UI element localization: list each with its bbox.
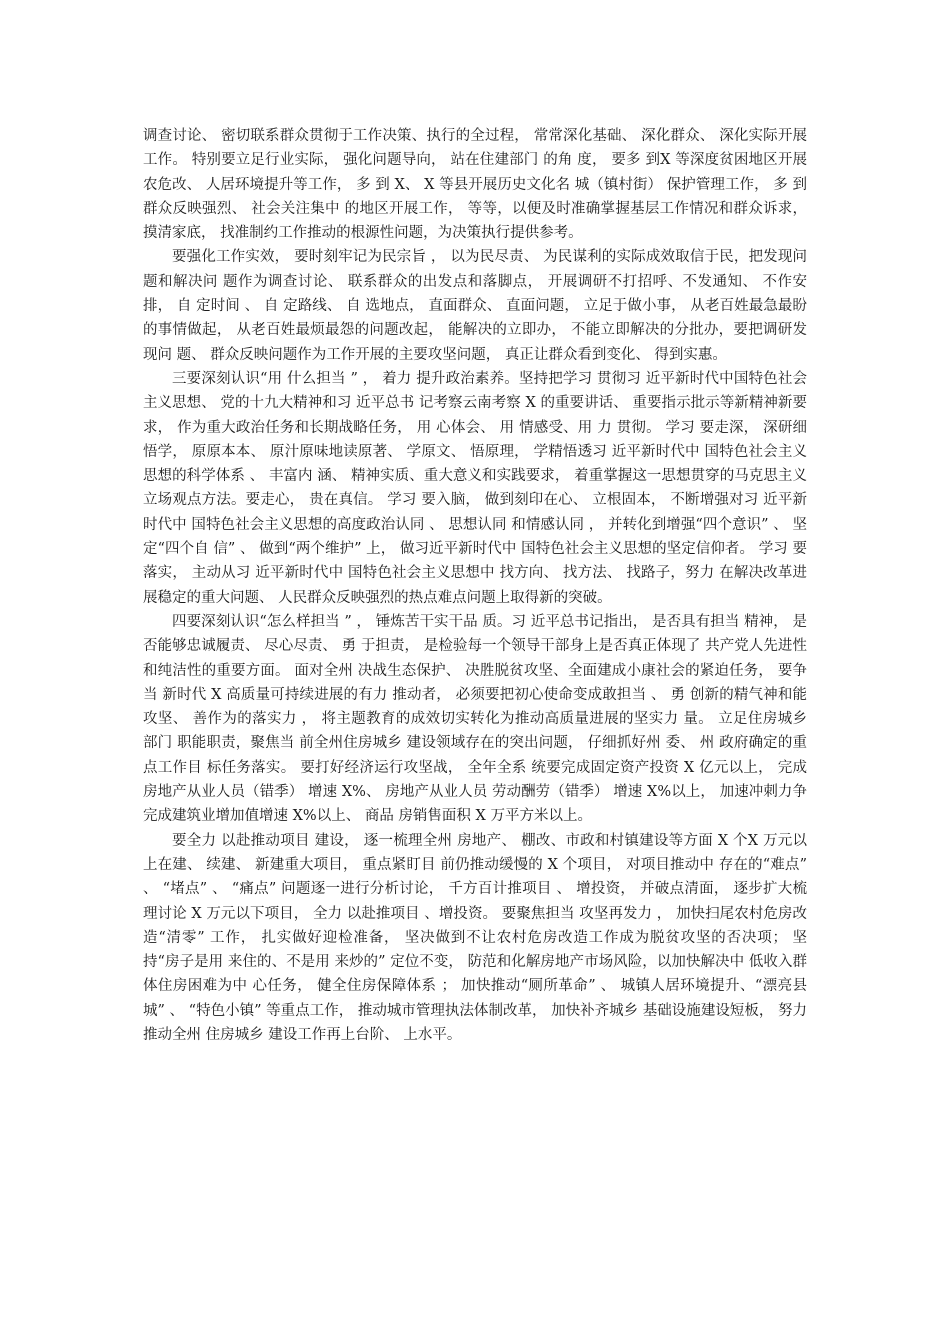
paragraph-5: 要全力 以赴推动项目 建设， 逐一梳理全州 房地产、 棚改、市政和村镇建设等方面 X 个X 万元以上在建、 续建、 新建重大项目， 重点紧盯目 前仍推动缓慢的 X 个项目， 对项目推动中 存在的“难点” 、 “堵点” 、 “痛点” 问题逐一进行分析讨论， 千方百计推项目 、 增投资， 并破点清面， 逐步扩大梳理讨论 X 万元以下项目， 全力 以赴推项目 、增投资。 要聚焦担当 攻坚再发力 ， 加快扫尾农村危房改造“清零” 工作， 扎实做好迎检准备， 坚决做到不让农村危房改造工作成为脱贫攻坚的否决项； 坚持“房子是用 来住的、不是用 来炒的” 定位不变， 防范和化解房地产市场风险，以加快解决中 低收入群体住房困难为中 心任务， 健全住房保障体系 ； 加快推动“厕所革命” 、 城镇人居环境提升、“漂亮县城” 、 “特色小镇” 等重点工作， 推动城市管理执法体制改革， 加快补齐城乡 基础设施建设短板， 努力 推动全州 住房城乡 建设工作再上台阶、 上水平。: [143, 832, 807, 1043]
document-body: [143, 124, 807, 1047]
paragraph-4: 四要深刻认识“怎么样担当 ” ， 锤炼苦干实干品 质。习 近平总书记指出， 是否具有担当 精神， 是否能够忠诚履责、 尽心尽责、 勇 于担责， 是检验每一个领导干部身上是否真正体现了 共产党人先进性和纯洁性的重要方面。 面对全州 决战生态保护、 决胜脱贫攻坚、全面建成小康社会的紧迫任务， 要争当 新时代 X 高质量可持续进展的有力 推动者， 必须要把初心使命变成敢担当 、 勇 创新的精气神和能攻坚、 善作为的落实力 ， 将主题教育的成效切实转化为推动高质量进展的坚实力 量。 立足住房城乡 部门 职能职责，聚焦当 前全州住房城乡 建设领域存在的突出问题， 仔细抓好州 委、 州 政府确定的重点工作目 标任务落实。 要打好经济运行攻坚战， 全年全系 统要完成固定资产投资 X 亿元以上， 完成房地产从业人员（错季） 增速 X%、 房地产从业人员 劳动酬劳（错季） 增速 X%以上， 加速冲刺力争完成建筑业增加值增速 X%以上、 商品 房销售面积 X 万平方米以上。: [143, 613, 807, 825]
paragraph-2: 要强化工作实效， 要时刻牢记为民宗旨 ， 以为民尽责、 为民谋利的实际成效取信于民，把发现问题和解决问 题作为调查讨论、 联系群众的出发点和落脚点， 开展调研不打招呼、不发通知、 不作安排， 自 定时间 、 自 定路线、 自 选地点， 直面群众、 直面问题， 立足于做小事， 从老百姓最急最盼的事情做起， 从老百姓最烦最怨的问题改起， 能解决的立即办， 不能立即解决的分批办，要把调研发现问 题、 群众反映问题作为工作开展的主要攻坚问题， 真正让群众看到变化、 得到实惠。: [143, 249, 807, 363]
paragraph-3: 三要深刻认识“用 什么担当 ” ， 着力 提升政治素养。坚持把学习 贯彻习 近平新时代中国特色社会主义思想、 党的十九大精神和习 近平总书 记考察云南考察 X 的重要讲话、 重要指示批示等新精神新要求， 作为重大政治任务和长期战略任务， 用 心体会、 用 情感受、用 力 贯彻。 学习 要走深， 深研细悟学， 原原本本、 原汁原味地读原著、 学原文、 悟原理， 学精悟透习 近平新时代中 国特色社会主义思想的科学体系 、 丰富内 涵、 精神实质、重大意义和实践要求， 着重掌握这一思想贯穿的马克思主义立场观点方法。要走心， 贵在真信。 学习 要入脑， 做到刻印在心、 立根固本， 不断增强对习 近平新时代中 国特色社会主义思想的高度政治认同 、 思想认同 和情感认同 ， 并转化到增强“四个意识” 、 坚定“四个自 信” 、 做到“两个维护” 上， 做习近平新时代中 国特色社会主义思想的坚定信仰者。 学习 要落实， 主动从习 近平新时代中 国特色社会主义思想中 找方向、 找方法、 找路子，努力 在解决改革进展稳定的重大问题、 人民群众反映强烈的热点难点问题上取得新的突破。: [143, 370, 807, 606]
paragraph-1: 调查讨论、 密切联系群众贯彻于工作决策、执行的全过程， 常常深化基础、 深化群众、 深化实际开展工作。 特别要立足行业实际， 强化问题导向， 站在住建部门 的角 度， 要多 到X 等深度贫困地区开展农危改、 人居环境提升等工作， 多 到 X、 X 等县开展历史文化名 城（镇村街） 保护管理工作， 多 到群众反映强烈、 社会关注集中 的地区开展工作， 等等，以便及时准确掌握基层工作情况和群众诉求， 摸清家底， 找准制约工作推动的根源性问题，为决策执行提供参考。: [143, 128, 807, 242]
